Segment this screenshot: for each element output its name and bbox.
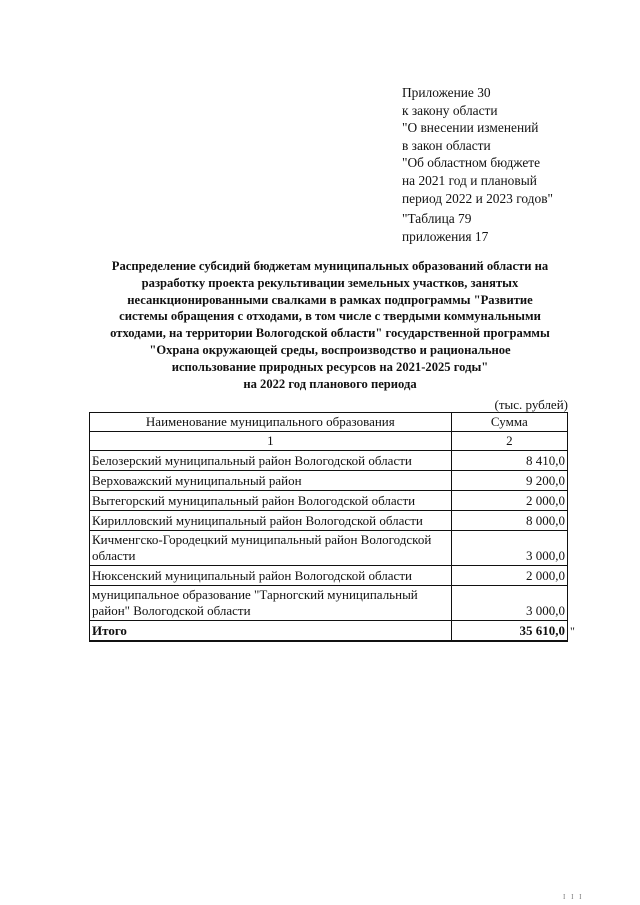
title-line: отходами, на территории Вологодской области" государственной программы [110, 326, 550, 341]
table-numbering-row [90, 432, 568, 451]
title-line: разработку проекта рекультивации земельных участков, занятых [141, 275, 519, 290]
title-line: "Охрана окружающей среды, воспроизводство и рациональное [149, 342, 511, 357]
column-header-name: Наименование муниципального образования [90, 413, 452, 432]
title-line: несанкционированными свалками в рамках подпрограммы "Развитие [127, 292, 533, 307]
subsidy-amount: 2 000,0 [451, 566, 567, 586]
column-number: 1 [90, 432, 452, 451]
municipality-name: Кичменгско-Городецкий муниципальный район Вологодской области [90, 531, 452, 566]
subsidy-amount: 3 000,0 [451, 586, 567, 621]
title-line: на 2022 год планового периода [243, 376, 417, 391]
header-line: на 2021 год и плановый [402, 172, 537, 188]
subsidy-amount: 8 000,0 [451, 511, 567, 531]
table-row [90, 566, 568, 586]
header-line: в закон области [402, 137, 491, 153]
table-row [90, 511, 568, 531]
header-line: к закону области [402, 102, 498, 118]
table-row [90, 586, 568, 621]
header-line: "Таблица 79 [402, 211, 472, 227]
appendix-header [402, 84, 632, 245]
municipality-name: Белозерский муниципальный район Вологодской области [90, 451, 452, 471]
municipality-name: Кирилловский муниципальный район Вологодской области [90, 511, 452, 531]
subsidy-amount: 2 000,0 [451, 491, 567, 511]
subsidy-amount: 9 200,0 [451, 471, 567, 491]
title-line: Распределение субсидий бюджетам муниципальных образований области на [111, 259, 549, 273]
municipality-name: муниципальное образование "Тарногский муниципальный район" Вологодской области [90, 586, 452, 621]
table-row [90, 451, 568, 471]
municipality-name: Вытегорский муниципальный район Вологодской области [90, 491, 452, 511]
header-line: приложения 17 [402, 228, 489, 244]
subsidy-table [89, 412, 568, 642]
header-line: "Об областном бюджете [402, 155, 541, 171]
municipality-name: Верховажский муниципальный район [90, 471, 452, 491]
units-label: (тыс. рублей) [494, 397, 568, 412]
title-line: использование природных ресурсов на 2021-2025 годы" [171, 359, 489, 374]
table-row [90, 491, 568, 511]
column-header-amount: Сумма [451, 413, 567, 432]
municipality-name: Нюксенский муниципальный район Вологодской области [90, 566, 452, 586]
closing-quote: " [570, 624, 575, 638]
subsidy-amount: 8 410,0 [451, 451, 567, 471]
total-label: Итого [90, 621, 452, 642]
header-line: период 2022 и 2023 годов" [402, 190, 553, 206]
table-row [90, 531, 568, 566]
header-line: Приложение 30 [402, 85, 491, 100]
total-amount: 35 610,0 [451, 621, 567, 642]
table-total-row [90, 621, 568, 642]
header-line: "О внесении изменений [402, 120, 539, 136]
document-title [70, 258, 590, 392]
title-line: системы обращения с отходами, в том числе с твердыми коммунальными [119, 309, 541, 324]
table-header-row [90, 413, 568, 432]
table-row [90, 471, 568, 491]
column-number: 2 [451, 432, 567, 451]
footer-mark: I I I [563, 893, 584, 901]
subsidy-amount: 3 000,0 [451, 531, 567, 566]
